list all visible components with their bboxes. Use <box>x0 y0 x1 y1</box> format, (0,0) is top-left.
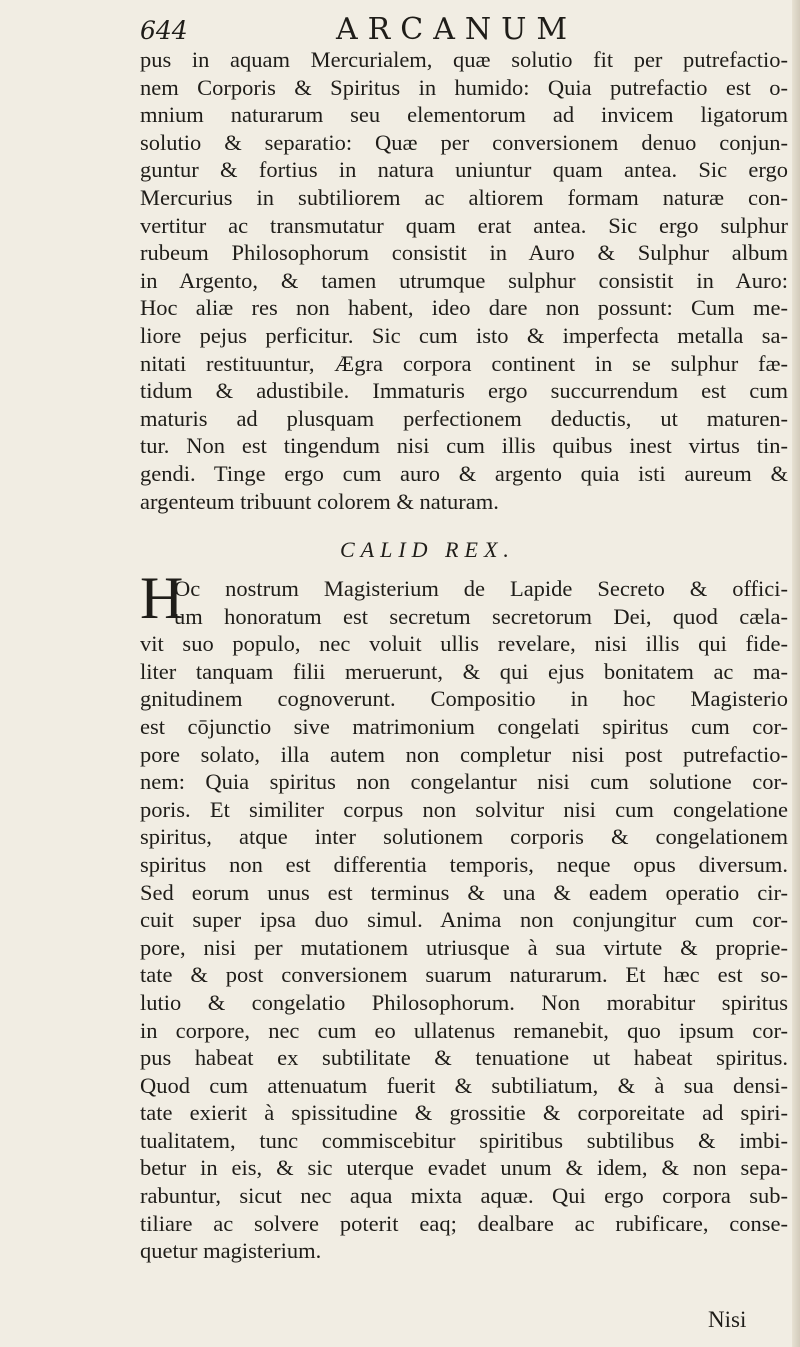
text-line: vertitur ac transmutatur quam erat antea. Sic ergo sulphur <box>140 212 788 238</box>
text-line: tate & post conversionem suarum naturarum. Et hæc est so- <box>140 962 788 988</box>
text-line: Quod cum attenuatum fuerit & subtiliatum, & à sua densi- <box>140 1072 788 1098</box>
running-title: ARCANUM <box>336 12 578 47</box>
text-line: rubeum Philosophorum consistit in Auro & Sulphur album <box>140 240 788 266</box>
text-line: in corpore, nec cum eo ullatenus remanebit, quo ipsum cor- <box>140 1017 788 1043</box>
paragraph-continued <box>140 46 788 515</box>
text-line: nem: Quia spiritus non congelantur nisi cum solutione cor- <box>140 769 788 795</box>
text-line: Mercurius in subtiliorem ac altiorem formam naturæ con- <box>140 184 788 210</box>
text-line: quetur magisterium. <box>140 1238 322 1264</box>
page-header <box>140 12 780 48</box>
text-line: argenteum tribuunt colorem & naturam. <box>140 488 499 514</box>
text-line: cuit super ipsa duo simul. Anima non conjungitur cum cor- <box>140 907 788 933</box>
text-line: tate exierit à spissitudine & grossitie & corporeitate ad spiri- <box>140 1100 788 1126</box>
text-line: pus habeat ex subtilitate & tenuatione ut habeat spiritus. <box>140 1045 788 1071</box>
text-line: spiritus, atque inter solutionem corporis & congelationem <box>140 824 788 850</box>
text-line: lutio & congelatio Philosophorum. Non morabitur spiritus <box>140 989 788 1015</box>
paragraph-calid-rex <box>140 575 788 1265</box>
text-line: tur. Non est tingendum nisi cum illis quibus inest virtus tin- <box>140 433 788 459</box>
page-number: 644 <box>140 16 188 45</box>
text-line: spiritus non est differentia temporis, neque opus diversum. <box>140 851 788 877</box>
text-line: nem Corporis & Spiritus in humido: Quia putrefactio est o- <box>140 74 788 100</box>
catchword: Nisi <box>708 1307 747 1332</box>
section-heading: CALID REX. <box>340 537 515 562</box>
text-line: mnium naturarum seu elementorum ad invicem ligatorum <box>140 102 788 128</box>
text-line: solutio & separatio: Quæ per conversionem denuo conjun- <box>140 129 788 155</box>
text-line: pore solato, illa autem non completur nisi post putrefactio- <box>140 741 788 767</box>
text-line: Sed eorum unus est terminus & una & eadem operatio cir- <box>140 879 788 905</box>
text-line: guntur & fortius in natura uniuntur quam antea. Sic ergo <box>140 157 788 183</box>
text-line: betur in eis, & sic uterque evadet unum & idem, & non sepa- <box>140 1155 788 1181</box>
text-line: rabuntur, sicut nec aqua mixta aquæ. Qui ergo corpora sub- <box>140 1183 788 1209</box>
text-line: Hoc aliæ res non habent, ideo dare non possunt: Cum me- <box>140 295 788 321</box>
text-line: Oc nostrum Magisterium de Lapide Secreto & offici- <box>174 576 788 601</box>
text-line: um honoratum est secretum secretorum Dei, quod cæla- <box>174 603 788 629</box>
text-line: pore, nisi per mutationem utriusque à sua virtute & proprie- <box>140 934 788 960</box>
text-line: vit suo populo, nec voluit ullis revelare, nisi illis qui fide- <box>140 631 788 657</box>
text-line: tiliare ac solvere poterit eaq; dealbare ac rubificare, conse- <box>140 1210 788 1236</box>
text-line: in Argento, & tamen utrumque sulphur consistit in Auro: <box>140 267 788 293</box>
text-line: poris. Et similiter corpus non solvitur nisi cum congelatione <box>140 796 788 822</box>
text-line: gnitudinem cognoverunt. Compositio in hoc Magisterio <box>140 686 788 712</box>
text-line: liter tanquam filii meruerunt, & qui ejus bonitatem ac ma- <box>140 658 788 684</box>
text-line: tidum & adustibile. Immaturis ergo succurrendum est cum <box>140 378 788 404</box>
drop-cap: H <box>140 565 184 631</box>
text-line: est cōjunctio sive matrimonium congelati spiritus cum cor- <box>140 713 788 739</box>
text-line: tualitatem, tunc commiscebitur spiritibus subtilibus & imbi- <box>140 1127 788 1153</box>
text-line: maturis ad plusquam perfectionem deductis, ut maturen- <box>140 405 788 431</box>
text-line: nitati restituuntur, Ægra corpora continent in se sulphur fæ- <box>140 350 788 376</box>
text-line: gendi. Tinge ergo cum auro & argento quia isti aureum & <box>140 460 788 486</box>
page-edge-shadow <box>792 0 800 1347</box>
text-line: liore pejus perficitur. Sic cum isto & imperfecta metalla sa- <box>140 322 788 348</box>
text-line: pus in aquam Mercurialem, quæ solutio fit per putrefactio- <box>140 47 788 72</box>
